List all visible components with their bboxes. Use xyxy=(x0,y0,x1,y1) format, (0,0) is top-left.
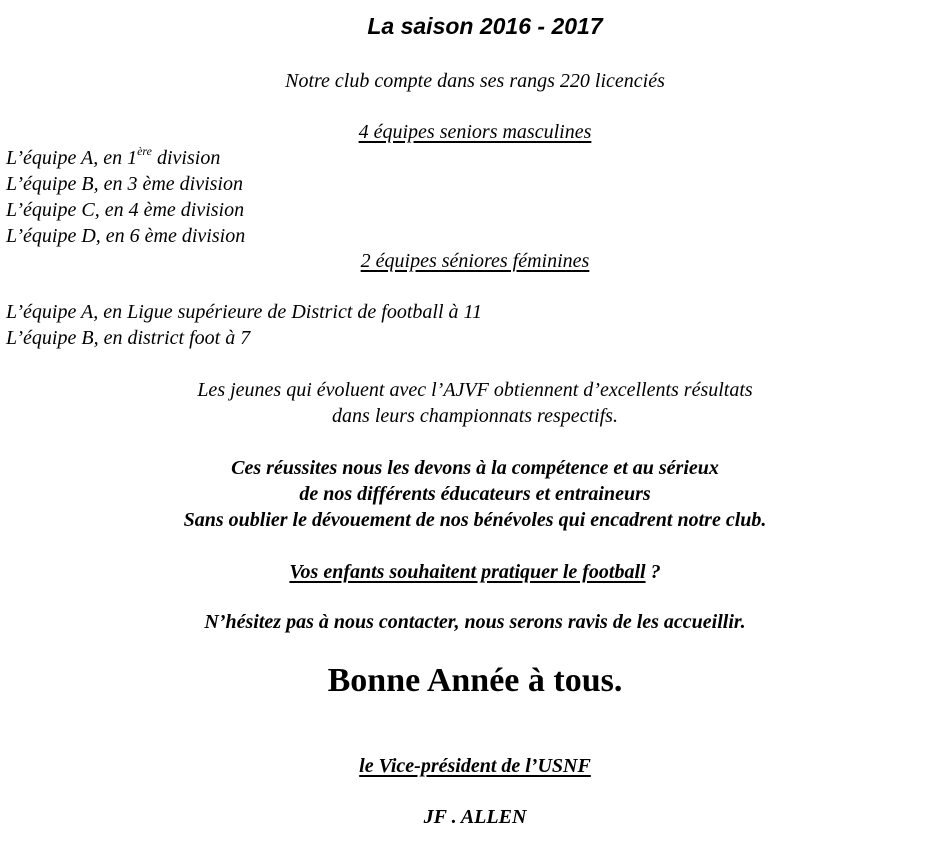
youth-line-1: Les jeunes qui évoluent avec l’AJVF obtiennent d’excellents résultats xyxy=(197,379,753,401)
men-teams-heading: 4 équipes seniors masculines xyxy=(358,121,592,143)
men-team-c: L’équipe C, en 4 ème division xyxy=(6,199,245,221)
men-teams-heading-row xyxy=(0,122,950,142)
signature-role-row xyxy=(0,756,950,776)
youth-line-2: dans leurs championnats respectifs. xyxy=(332,405,618,427)
contact-text: N’hésitez pas à nous contacter, nous serons ravis de les accueillir. xyxy=(204,611,746,633)
men-team-b: L’équipe B, en 3 ème division xyxy=(6,173,243,195)
signature-role: le Vice-président de l’USNF xyxy=(359,755,591,777)
page-title: La saison 2016 - 2017 xyxy=(367,13,603,39)
thanks-line-3: Sans oublier le dévouement de nos bénévoles qui encadrent notre club. xyxy=(183,509,767,531)
women-teams-heading-row xyxy=(0,251,950,271)
question-text: Vos enfants souhaitent pratiquer le football xyxy=(289,561,646,583)
women-team-a: L’équipe A, en Ligue supérieure de District de football à 11 xyxy=(6,301,483,323)
question-mark: ? xyxy=(645,561,661,583)
signature-name: JF . ALLEN xyxy=(423,806,527,828)
men-team-d: L’équipe D, en 6 ème division xyxy=(6,225,246,247)
question-row xyxy=(0,562,950,582)
men-team-a-superscript: ère xyxy=(137,144,152,158)
men-team-a-text: L’équipe A, en 1 xyxy=(6,147,138,169)
men-team-a-suffix: division xyxy=(151,147,221,169)
thanks-line-2: de nos différents éducateurs et entraineurs xyxy=(299,483,651,505)
greeting: Bonne Année à tous. xyxy=(327,662,623,699)
thanks-line-1: Ces réussites nous les devons à la compétence et au sérieux xyxy=(231,457,719,479)
women-team-b: L’équipe B, en district foot à 7 xyxy=(6,327,251,349)
intro-text: Notre club compte dans ses rangs 220 licenciés xyxy=(285,70,665,92)
men-team-a xyxy=(6,144,221,169)
women-teams-heading: 2 équipes séniores féminines xyxy=(360,250,590,272)
